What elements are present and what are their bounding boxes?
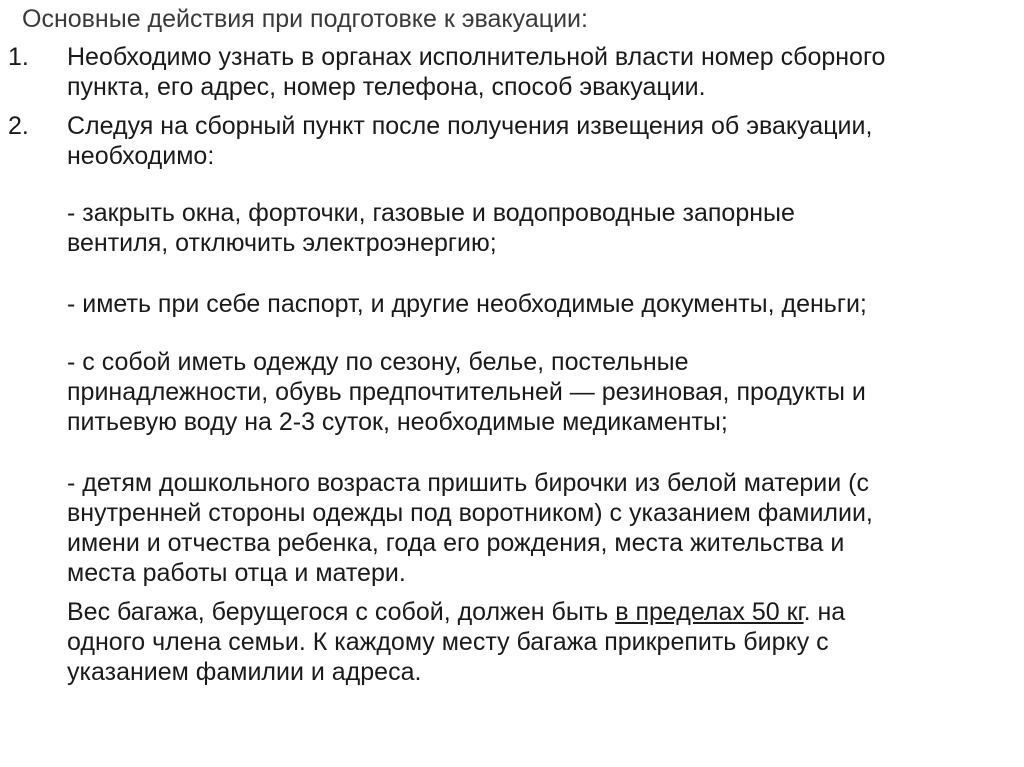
instruction-children-tags (67, 468, 1007, 588)
text-line: - детям дошкольного возраста пришить бирочки из белой материи (с (67, 469, 869, 497)
text-line: питьевую воду на 2-3 суток, необходимые медикаменты; (67, 408, 728, 436)
text-line: - с собой иметь одежду по сезону, белье, постельные (67, 348, 689, 376)
baggage-text: . на (803, 598, 846, 626)
text-line: одного члена семьи. К каждому месту багажа прикрепить бирку с (67, 628, 829, 656)
instruction-documents (67, 289, 1007, 319)
text-line: вентиля, отключить электроэнергию; (67, 229, 497, 257)
list-item-text (67, 42, 1007, 102)
list-item-text (67, 111, 1007, 171)
list-item-number: 1. (8, 43, 29, 71)
text-line: пункта, его адрес, номер телефона, способ эвакуации. (67, 73, 706, 101)
text-line: необходимо: (67, 142, 215, 170)
baggage-paragraph (67, 597, 1007, 687)
list-item-number: 2. (8, 112, 29, 140)
text-line: - иметь при себе паспорт, и другие необходимые документы, деньги; (67, 290, 867, 318)
text-line: имени и отчества ребенка, года его рождения, места жительства и (67, 529, 845, 557)
text-line: принадлежности, обувь предпочтительней — резиновая, продукты и (67, 378, 866, 406)
text-line: Следуя на сборный пункт после получения извещения об эвакуации, (67, 112, 873, 140)
instruction-clothing (67, 347, 1007, 437)
text-line: внутренней стороны одежды под воротником) с указанием фамилии, (67, 499, 873, 527)
text-line: - закрыть окна, форточки, газовые и водопроводные запорные (67, 199, 795, 227)
instruction-close-windows (67, 198, 1007, 258)
text-line: указанием фамилии и адреса. (67, 658, 422, 686)
text-line (67, 597, 1007, 627)
slide-heading: Основные действия при подготовке к эвакуации: (22, 5, 588, 33)
weight-limit-underlined: в пределах 50 кг (615, 598, 804, 626)
text-line: места работы отца и матери. (67, 559, 406, 587)
text-line: Необходимо узнать в органах исполнительной власти номер сборного (67, 43, 886, 71)
baggage-text: Вес багажа, берущегося с собой, должен быть (67, 598, 616, 626)
